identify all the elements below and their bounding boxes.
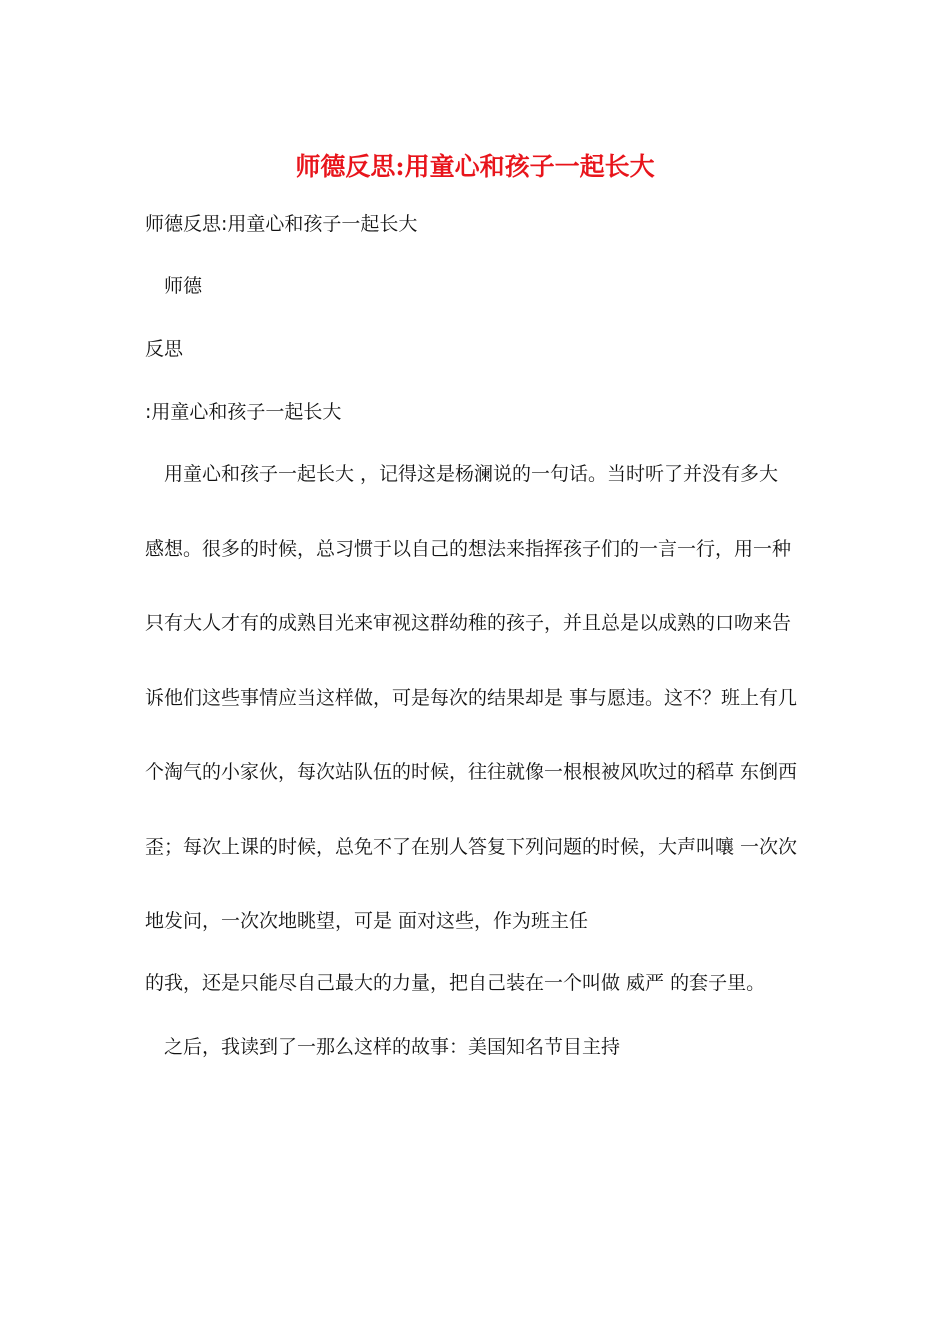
text-line-paragraph-3: 只有大人才有的成熟目光来审视这群幼稚的孩子，并且总是以成熟的口吻来告	[145, 612, 792, 634]
text-line-teacher-ethics: 师德	[145, 275, 203, 297]
text-line-paragraph-4: 诉他们这些事情应当这样做，可是每次的结果却是 事与愿违。这不？班上有几	[145, 687, 798, 709]
text-line-paragraph-5: 个淘气的小家伙，每次站队伍的时候，往往就像一根根被风吹过的稻草 东倒西	[145, 761, 798, 783]
text-line-paragraph-7: 地发问，一次次地眺望，可是 面对这些，作为班主任	[145, 910, 589, 932]
text-line-paragraph-8: 的我，还是只能尽自己最大的力量，把自己装在一个叫做 威严 的套子里。	[145, 972, 766, 994]
text-line-subtitle: 师德反思:用童心和孩子一起长大	[145, 213, 418, 235]
text-line-subheading: :用童心和孩子一起长大	[145, 401, 342, 423]
text-line-paragraph-2: 感想。很多的时候，总习惯于以自己的想法来指挥孩子们的一言一行，用一种	[145, 538, 792, 560]
text-line-paragraph-1: 用童心和孩子一起长大 ，记得这是杨澜说的一句话。当时听了并没有多大	[145, 463, 779, 485]
text-line-paragraph-6: 歪；每次上课的时候，总免不了在别人答复下列问题的时候，大声叫嚷 一次次	[145, 836, 798, 858]
text-line-reflection: 反思	[145, 338, 184, 360]
document-title: 师德反思:用童心和孩子一起长大	[295, 152, 655, 181]
text-line-paragraph-9: 之后，我读到了一那么这样的故事：美国知名节目主持	[145, 1036, 621, 1058]
